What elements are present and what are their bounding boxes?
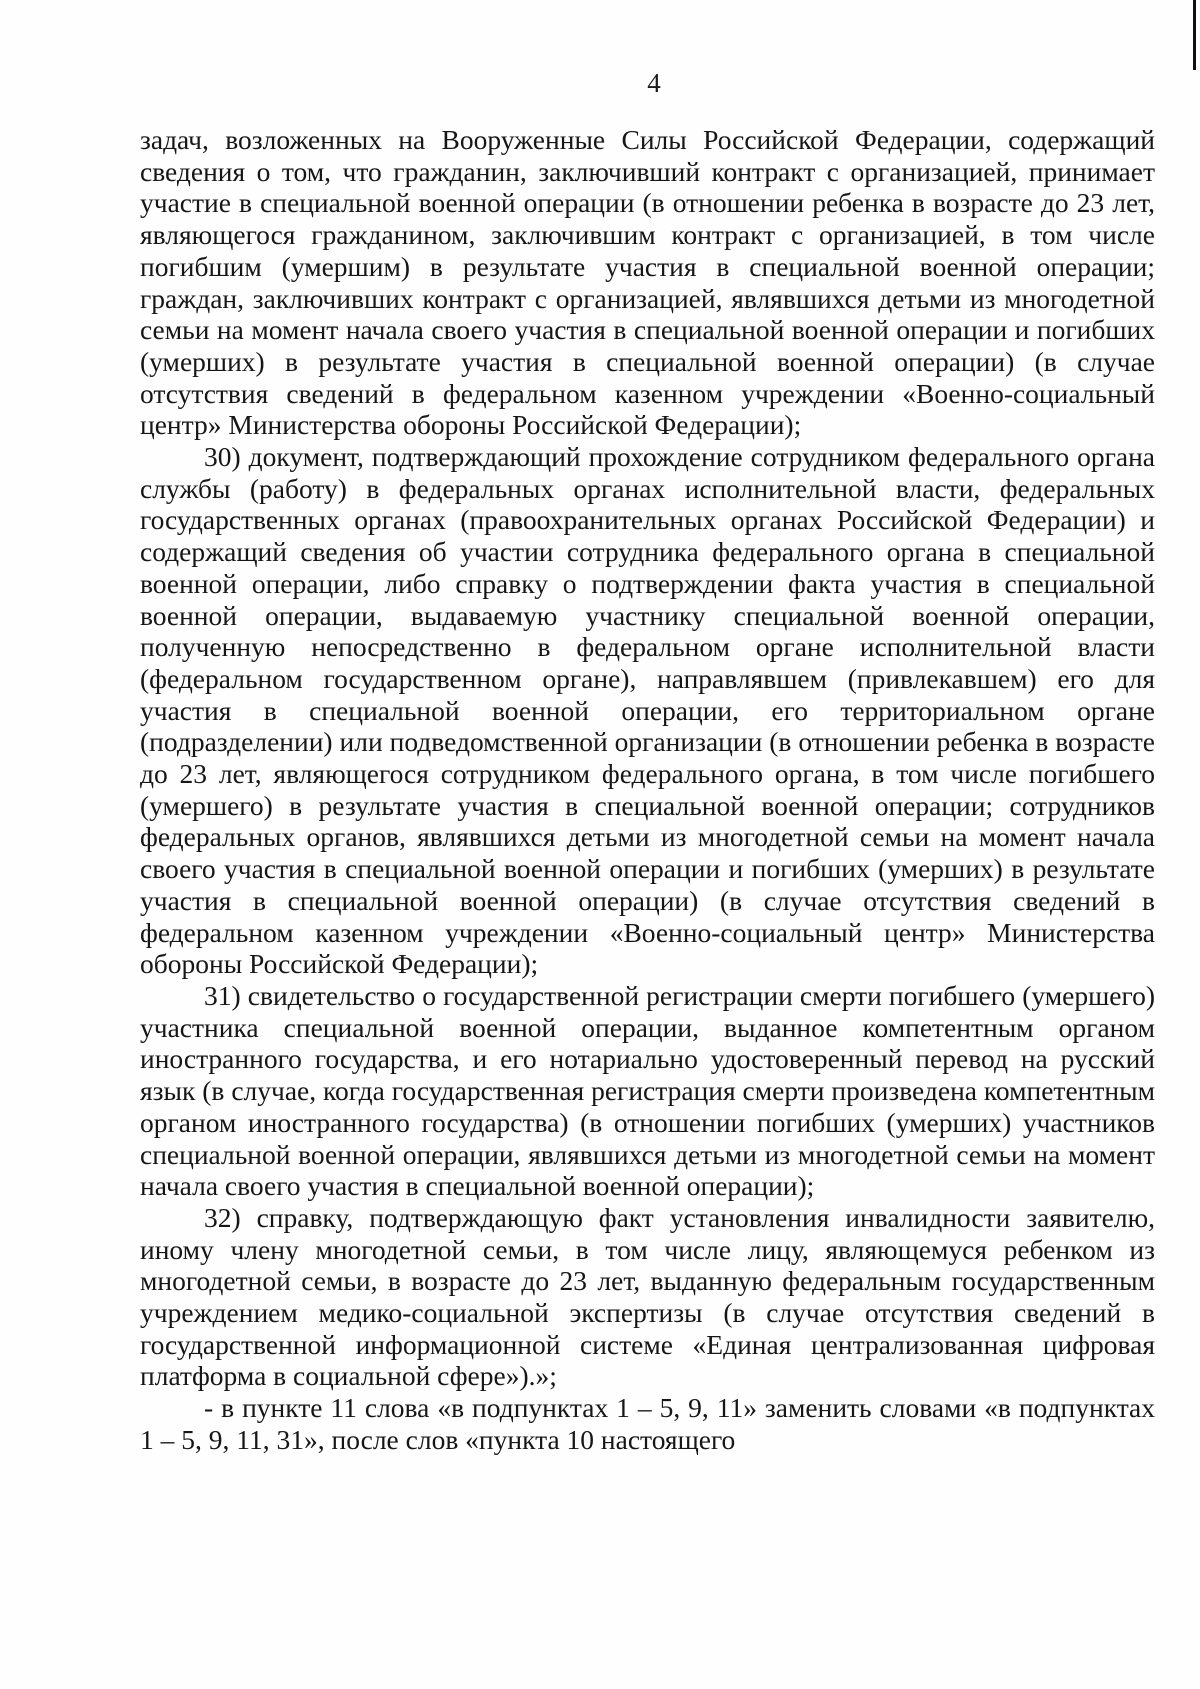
scan-edge-mark	[1193, 0, 1196, 70]
paragraph-amendment-point-11: - в пункте 11 слова «в подпунктах 1 – 5, 9, 11» заменить словами «в подпунктах 1 – 5, 9, 11, 31», после слов «пункта 10 настоящего	[140, 1392, 1155, 1455]
page-number: 4	[647, 68, 661, 98]
paragraph-item-31: 31) свидетельство о государственной регистрации смерти погибшего (умершего) участника специальной военной операции, выданное компетентным органом иностранного государства, и его нотариально удостоверенный перевод на русский язык (в случае, когда государственная регистрация смерти произведена компетентным органом иностранного государства) (в отношении погибших (умерших) участников специальной военной операции, являвшихся детьми из многодетной семьи на момент начала своего участия в специальной военной операции);	[140, 979, 1155, 1202]
paragraph-continuation: задач, возложенных на Вооруженные Силы Российской Федерации, содержащий сведения о том, что гражданин, заключивший контракт с организацией, принимает участие в специальной военной операции (в отношении ребенка в возрасте до 23 лет, являющегося гражданином, заключившим контракт с организацией, в том числе погибшим (умершим) в результате участия в специальной военной операции; граждан, заключивших контракт с организацией, являвшихся детьми из многодетной семьи на момент начала своего участия в специальной военной операции и погибших (умерших) в результате участия в специальной военной операции) (в случае отсутствия сведений в федеральном казенном учреждении «Военно-социальный центр» Министерства обороны Российской Федерации);	[140, 124, 1155, 441]
paragraph-item-30: 30) документ, подтверждающий прохождение сотрудником федерального органа службы (работу) в федеральных органах исполнительной власти, федеральных государственных органах (правоохранительных органах Российской Федерации) и содержащий сведения об участии сотрудника федерального органа в специальной военной операции, либо справку о подтверждении факта участия в специальной военной операции, выдаваемую участнику специальной военной операции, полученную непосредственно в федеральном органе исполнительной власти (федеральном государственном органе), направлявшем (привлекавшем) его для участия в специальной военной операции, его территориальном органе (подразделении) или подведомственной организации (в отношении ребенка в возрасте до 23 лет, являющегося сотрудником федерального органа, в том числе погибшего (умершего) в результате участия в специальной военной операции; сотрудников федеральных органов, являвшихся детьми из многодетной семьи на момент начала своего участия в специальной военной операции и погибших (умерших) в результате участия в специальной военной операции) (в случае отсутствия сведений в федеральном казенном учреждении «Военно-социальный центр» Министерства обороны Российской Федерации);	[140, 441, 1155, 980]
document-body	[140, 124, 1155, 1456]
paragraph-item-32: 32) справку, подтверждающую факт установления инвалидности заявителю, иному члену многодетной семьи, в том числе лицу, являющемуся ребенком из многодетной семьи, в возрасте до 23 лет, выданную федеральным государственным учреждением медико-социальной экспертизы (в случае отсутствия сведений в государственной информационной системе «Единая централизованная цифровая платформа в социальной сфере»).»;	[140, 1201, 1155, 1392]
